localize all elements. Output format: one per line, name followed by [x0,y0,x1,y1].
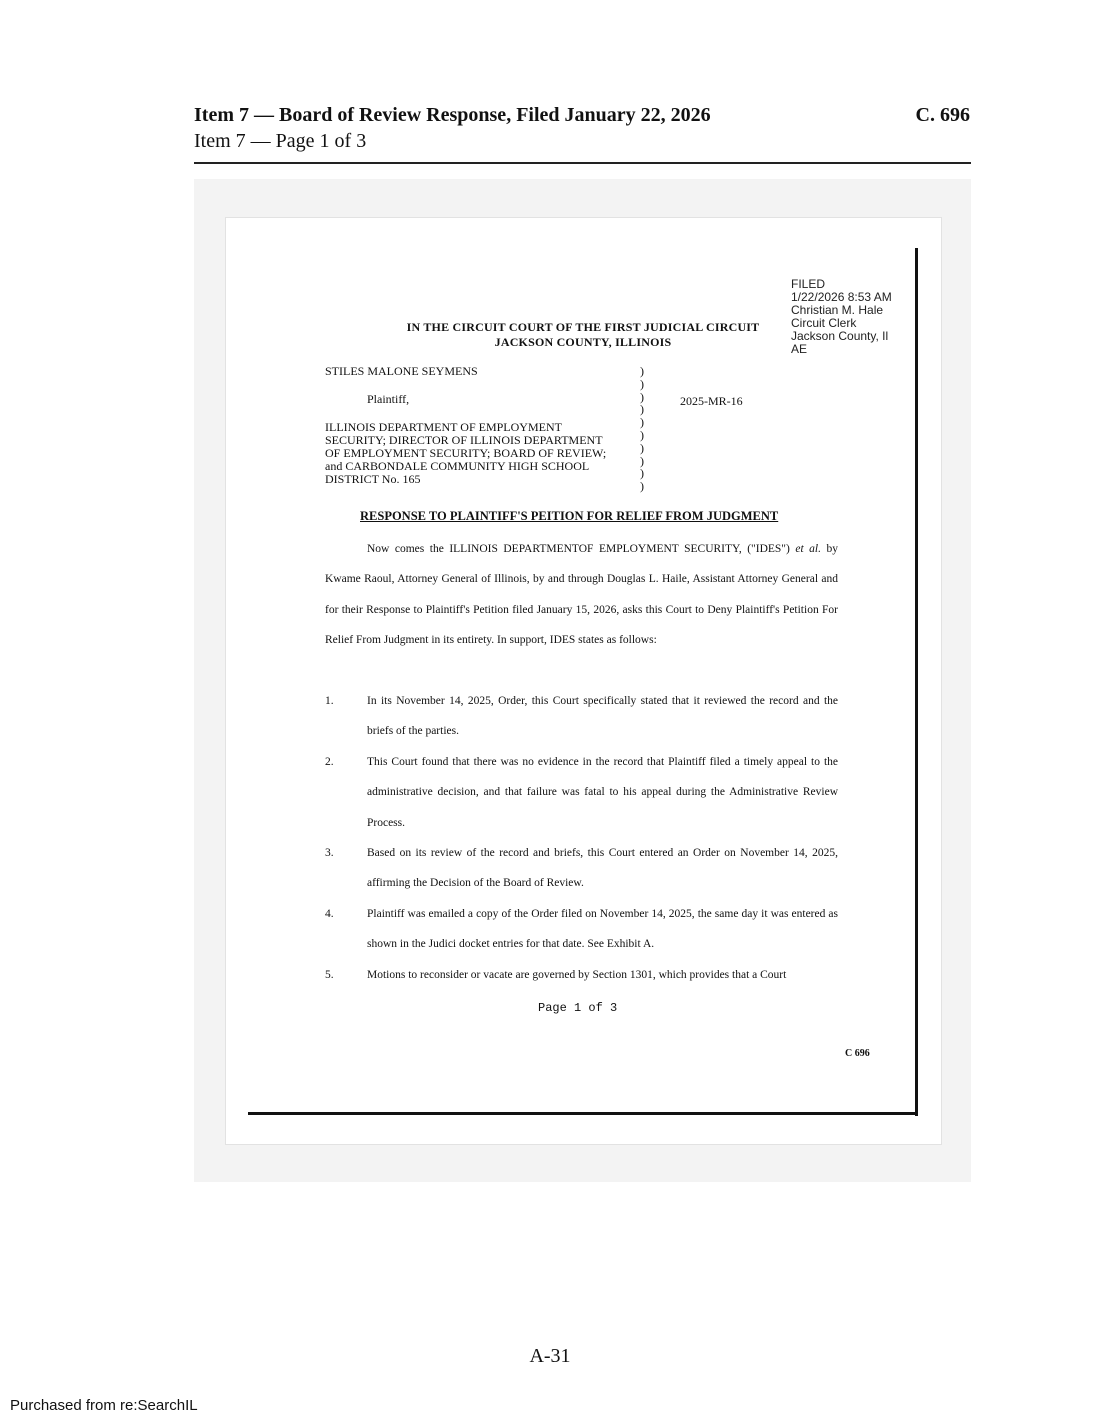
court-name: IN THE CIRCUIT COURT OF THE FIRST JUDICIAL CIRCUIT [406,320,760,334]
filed-stamp-line: Circuit Clerk [791,316,857,330]
item-text: Motions to reconsider or vacate are governed by Section 1301, which provides that a Court [367,969,787,981]
scan-edge-right [915,248,918,1116]
filed-stamp-line: Jackson County, Il [791,329,889,343]
defendant-line: and CARBONDALE COMMUNITY HIGH SCHOOL [325,459,590,473]
caption-brackets: ) ) ) ) ) ) ) ) ) ) [640,364,644,494]
scan-edge-bottom [248,1112,918,1115]
filed-stamp-line: Christian M. Hale [791,303,884,317]
item-number: 5. [325,969,334,981]
defendant-line: DISTRICT No. 165 [325,472,421,486]
record-page-number: C. 696 [915,104,970,126]
document-subtitle: Item 7 — Page 1 of 3 [194,130,367,152]
filed-stamp-line: FILED [791,277,826,291]
item-text: In its November 14, 2025, Order, this Court specifically stated that it reviewed the record and the briefs of the parties. [367,695,838,738]
defendant-line: OF EMPLOYMENT SECURITY; BOARD OF REVIEW; [325,446,607,460]
item-text: This Court found that there was no evidence in the record that Plaintiff filed a timely appeal to the administrative decision, and that failure was fatal to his appeal during the Administrative Review Process. [367,756,838,829]
plaintiff-label: Plaintiff, [367,392,410,406]
scan-page-label: Page 1 of 3 [538,1001,618,1015]
item-number: 2. [325,756,334,768]
item-text: Based on its review of the record and briefs, this Court entered an Order on November 14, 2025, affirming the Decision of the Board of Review. [367,847,838,890]
court-heading [390,320,776,350]
case-caption [325,365,640,486]
scan-record-number: C 696 [845,1048,870,1059]
filed-stamp-line: AE [791,342,808,356]
filed-stamp-line: 1/22/2026 8:53 AM [791,290,892,304]
document-title: Item 7 — Board of Review Response, Filed January 22, 2026 [194,104,711,126]
case-number: 2025-MR-16 [680,394,743,408]
intro-text-b: by Kwame Raoul, Attorney General of Illinois, by and through Douglas L. Haile, Assistant Attorney General and for their Response to Plaintiff's Petition filed January 15, 2026, asks this Court to Deny Plaintiff's Petition For Relief From Judgment in its entirety. In support, IDES states as follows: [325,543,839,647]
item-number: 4. [325,908,334,920]
court-county: JACKSON COUNTY, ILLINOIS [494,335,672,349]
plaintiff-name: STILES MALONE SEYMENS [325,364,478,378]
filed-stamp [791,278,892,356]
defendant-line: SECURITY; DIRECTOR OF ILLINOIS DEPARTMENT [325,433,603,447]
intro-etal: et al. [795,543,821,555]
item-number: 3. [325,847,334,859]
appendix-page-number: A-31 [529,1345,571,1367]
item-text: Plaintiff was emailed a copy of the Order filed on November 14, 2025, the same day it was entered as shown in the Judici docket entries for that date. See Exhibit A. [367,908,838,951]
intro-text-a: Now comes the ILLINOIS DEPARTMENTOF EMPLOYMENT SECURITY, ("IDES") [367,543,790,555]
response-title: RESPONSE TO PLAINTIFF'S PEITION FOR RELIEF FROM JUDGMENT [360,509,779,523]
header-divider [194,162,971,164]
intro-paragraph [325,534,838,656]
purchase-footer: Purchased from re:SearchIL [10,1397,198,1414]
defendant-line: ILLINOIS DEPARTMENT OF EMPLOYMENT [325,420,562,434]
item-number: 1. [325,695,334,707]
